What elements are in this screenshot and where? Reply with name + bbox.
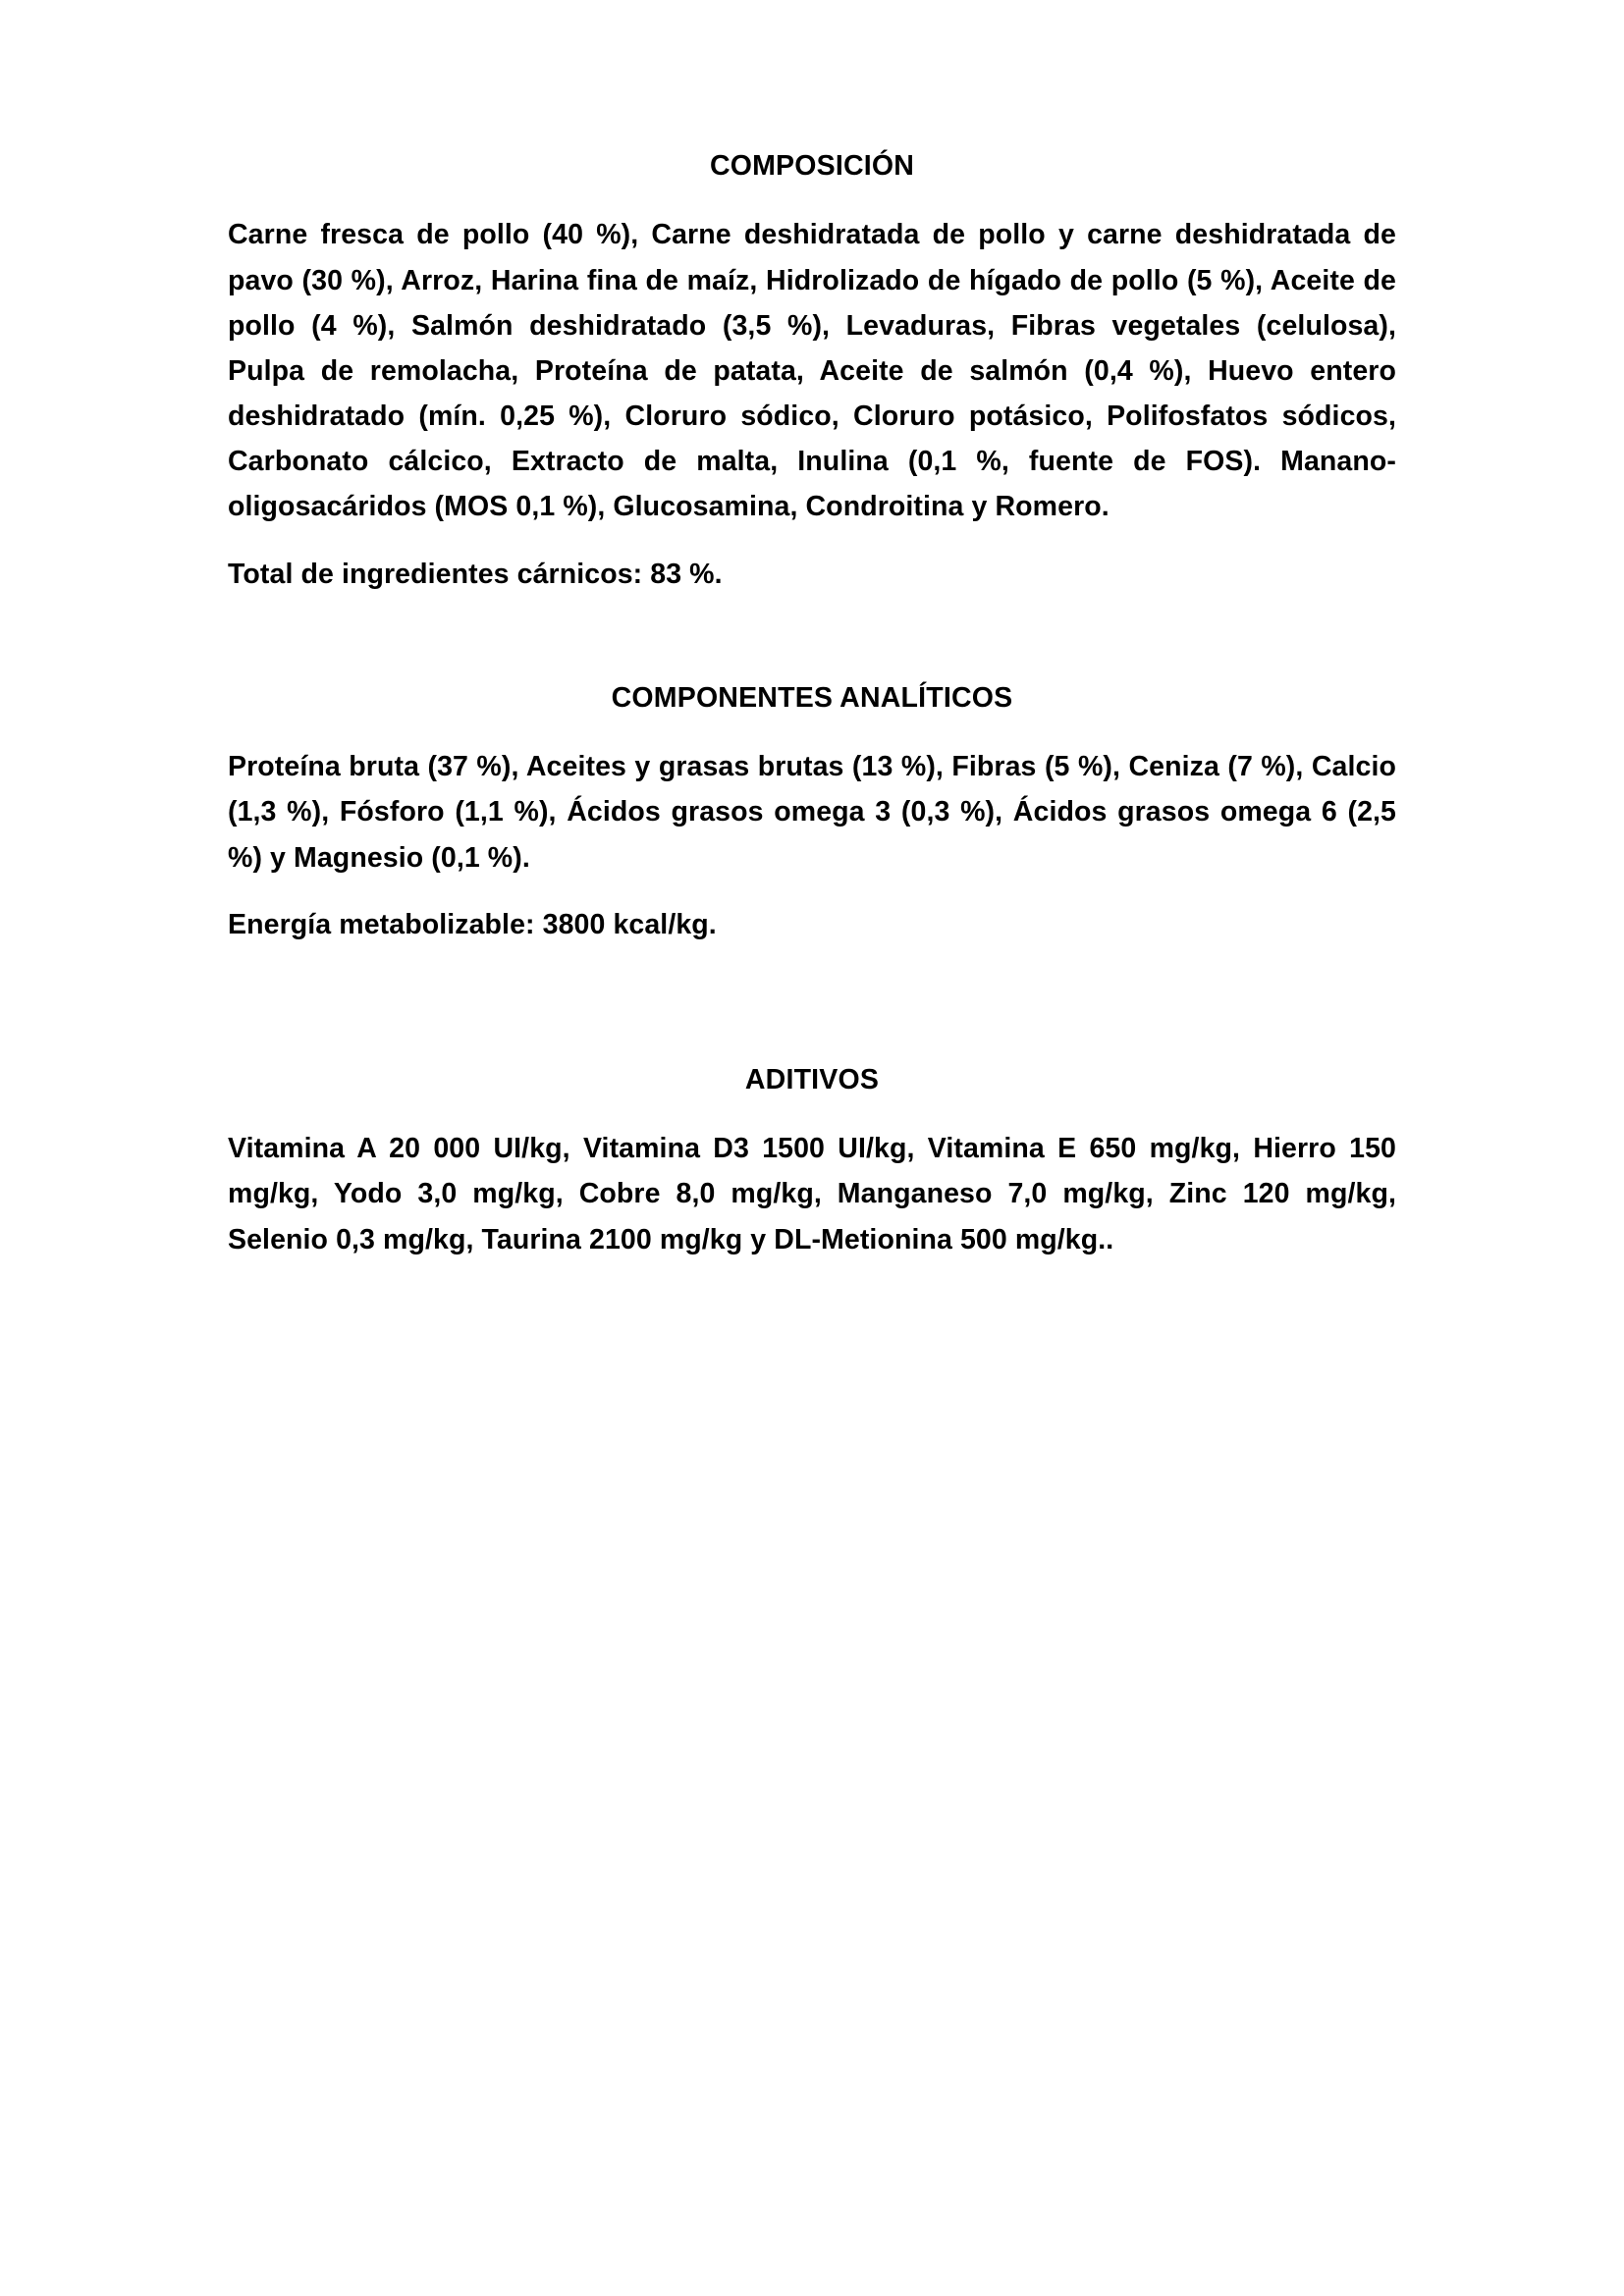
paragraph-composicion-total-carnicos: Total de ingredientes cárnicos: 83 %.: [228, 558, 723, 590]
section-heading-aditivos: ADITIVOS: [744, 1063, 880, 1095]
document-body: [228, 147, 1396, 1262]
section-heading-composicion: COMPOSICIÓN: [709, 150, 915, 182]
spacer: [228, 530, 1396, 552]
section-heading-componentes-analiticos: COMPONENTES ANALÍTICOS: [611, 681, 1013, 714]
paragraph-composicion-ingredientes: Carne fresca de pollo (40 %), Carne deshidratada de pollo y carne deshidratada de pavo (30 %), Arroz, Harina fina de maíz, Hidrolizado de hígado de pollo (5 %), Aceite de pollo (4 %), Salmón deshidratado (3,5 %), Levaduras, Fibras vegetales (celulosa), Pulpa de remolacha, Proteína de patata, Aceite de salmón (0,4 %), Huevo entero deshidratado (mín. 0,25 %), Cloruro sódico, Cloruro potásico, Polifosfatos sódicos, Carbonato cálcico, Extracto de malta, Inulina (0,1 %, fuente de FOS). Manano-oligosacáridos (MOS 0,1 %), Glucosamina, Condroitina y Romero.: [228, 219, 1396, 523]
paragraph-componentes-analiticos: Proteína bruta (37 %), Aceites y grasas brutas (13 %), Fibras (5 %), Ceniza (7 %), Calcio (1,3 %), Fósforo (1,1 %), Ácidos grasos omega 3 (0,3 %), Ácidos grasos omega 6 (2,5 %) y Magnesio (0,1 %).: [228, 751, 1396, 874]
spacer: [228, 597, 1396, 679]
spacer: [228, 185, 1396, 212]
paragraph-aditivos: Vitamina A 20 000 UI/kg, Vitamina D3 1500 UI/kg, Vitamina E 650 mg/kg, Hierro 150 mg/kg, Yodo 3,0 mg/kg, Cobre 8,0 mg/kg, Manganeso 7,0 mg/kg, Zinc 120 mg/kg, Selenio 0,3 mg/kg, Taurina 2100 mg/kg y DL-Metionina 500 mg/kg..: [228, 1133, 1396, 1255]
spacer: [228, 947, 1396, 1061]
spacer: [228, 717, 1396, 744]
spacer: [228, 881, 1396, 902]
spacer: [228, 1098, 1396, 1126]
paragraph-energia-metabolizable: Energía metabolizable: 3800 kcal/kg.: [228, 908, 717, 940]
